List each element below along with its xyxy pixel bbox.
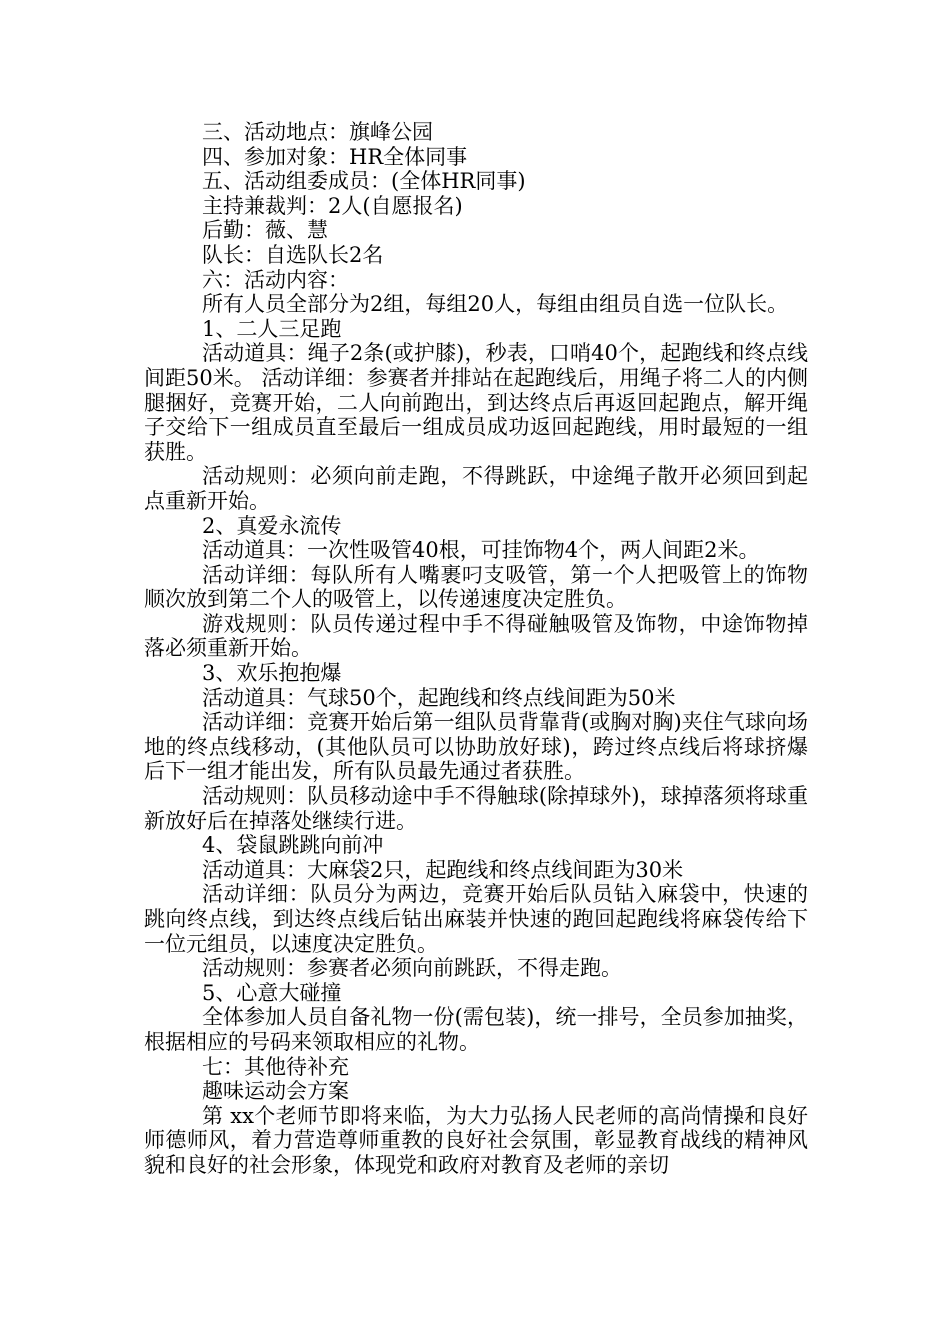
game-5-details: 全体参加人员自备礼物一份(需包装)，统一排号，全员参加抽奖，根据相应的号码来领取相应的礼物。	[144, 1005, 808, 1054]
teachers-day-paragraph: 第 xx个老师节即将来临，为大力弘扬人民老师的高尚情操和良好师德师风，着力营造尊师重教的良好社会氛围，彰显教育战线的精神风貌和良好的社会形象，体现党和政府对教育及老师的亲切	[144, 1103, 808, 1177]
sports-meet-plan-title: 趣味运动会方案	[202, 1079, 349, 1104]
game-1-rules: 活动规则：必须向前走跑，不得跳跃，中途绳子散开必须回到起点重新开始。	[144, 464, 808, 513]
game-3-props: 活动道具：气球50个，起跑线和终点线间距为50米	[202, 685, 676, 710]
game-2-rules: 游戏规则：队员传递过程中手不得碰触吸管及饰物，中途饰物掉落必须重新开始。	[144, 611, 808, 661]
game-3-title: 3、欢乐抱抱爆	[202, 661, 342, 686]
host-referee: 主持兼裁判：2人(自愿报名)	[202, 193, 463, 218]
organizing-committee: 五、活动组委成员：(全体HR同事)	[202, 169, 526, 194]
game-2-props: 活动道具：一次性吸管40根，可挂饰物4个，两人间距2米。	[202, 538, 760, 563]
game-1-title: 1、二人三足跑	[202, 316, 342, 341]
document-page	[144, 120, 808, 1178]
team-captain: 队长：自选队长2名	[202, 242, 384, 267]
other-tbd: 七：其他待补充	[202, 1054, 349, 1079]
game-2-title: 2、真爱永流传	[202, 513, 342, 538]
game-4-rules: 活动规则：参赛者必须向前跳跃，不得走跑。	[202, 956, 622, 981]
game-3-details: 活动详细：竞赛开始后第一组队员背靠背(或胸对胸)夹住气球向场地的终点线移动，(其他队员可以协助放好球)，跨过终点线后将球挤爆后下一组才能出发，所有队员最先通过者获胜。	[144, 710, 808, 784]
activity-content-heading: 六：活动内容：	[202, 267, 349, 292]
grouping-paragraph: 所有人员全部分为2组，每组20人，每组由组员自选一位队长。	[202, 292, 789, 317]
logistics: 后勤：薇、慧	[202, 218, 328, 243]
game-4-title: 4、袋鼠跳跳向前冲	[202, 833, 384, 858]
game-4-details: 活动详细：队员分为两边，竞赛开始后队员钻入麻袋中，快速的跳向终点线，到达终点线后钻出麻装并快速的跑回起跑线将麻袋传给下一位元组员，以速度决定胜负。	[144, 882, 808, 956]
game-5-title: 5、心意大碰撞	[202, 980, 342, 1005]
activity-location: 三、活动地点：旗峰公园	[202, 120, 433, 144]
game-3-rules: 活动规则：队员移动途中手不得触球(除掉球外)，球掉落须将球重新放好后在掉落处继续行进。	[144, 784, 808, 833]
game-4-props: 活动道具：大麻袋2只，起跑线和终点线间距为30米	[202, 857, 684, 882]
game-1-props-details: 活动道具：绳子2条(或护膝)，秒表，口哨40个，起跑线和终点线间距50米。 活动详细：参赛者并排站在起跑线后，用绳子将二人的内侧腿捆好，竞赛开始，二人向前跑出，到达终点后再返回起跑点，解开绳子交给下一组成员直至最后一组成员成功返回起跑线，用时最短的一组获胜。	[144, 341, 808, 464]
game-2-details: 活动详细：每队所有人嘴裹叼支吸管，第一个人把吸管上的饰物顺次放到第二个人的吸管上，以传递速度决定胜负。	[144, 562, 808, 612]
participants: 四、参加对象：HR全体同事	[202, 144, 468, 169]
